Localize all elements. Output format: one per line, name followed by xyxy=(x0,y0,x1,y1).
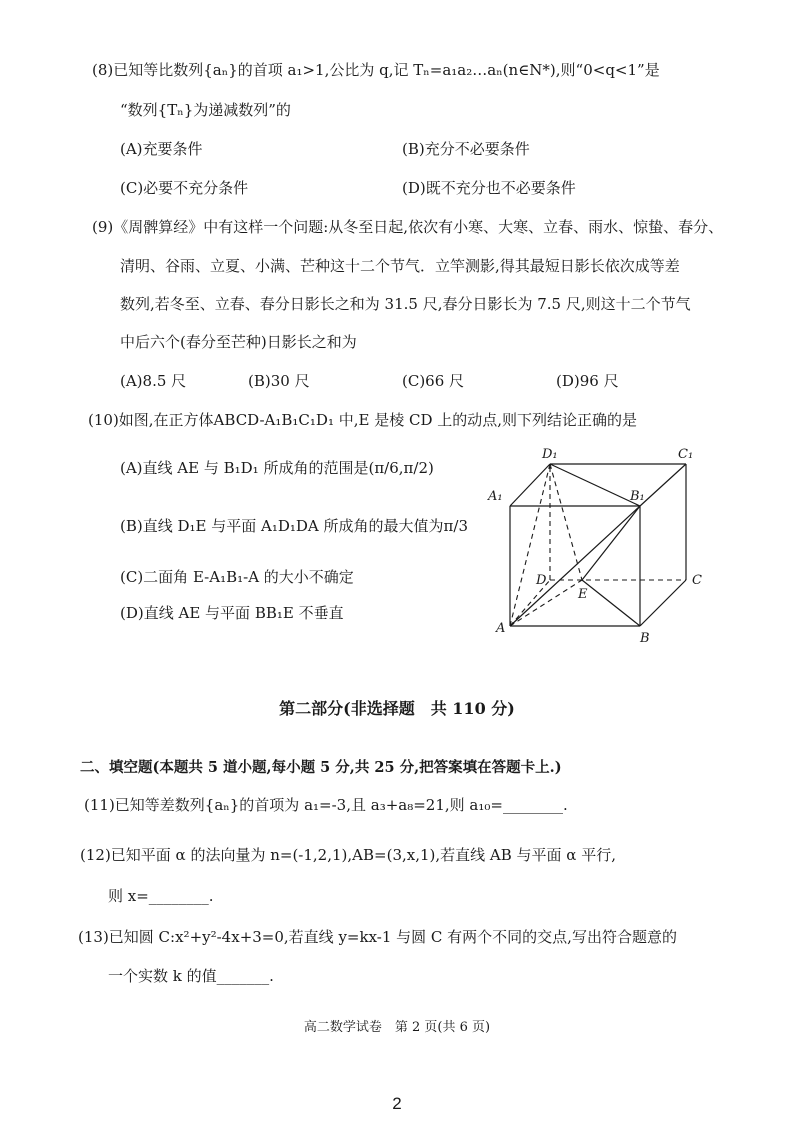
label-c1: C₁ xyxy=(678,447,694,462)
q12-line2: 则 x=________. xyxy=(108,887,214,905)
label-e: E xyxy=(578,587,588,602)
q10-option-d: (D)直线 AE 与平面 BB₁E 不垂直 xyxy=(120,604,344,622)
line-b1e xyxy=(582,506,640,580)
line-d1b1 xyxy=(550,464,640,506)
q10-option-a: (A)直线 AE 与 B₁D₁ 所成角的范围是(π/6,π/2) xyxy=(120,459,434,477)
q8-option-d: (D)既不充分也不必要条件 xyxy=(402,179,576,197)
edge-a1d1 xyxy=(510,464,550,506)
page-number: 2 xyxy=(392,1094,402,1113)
label-b: B xyxy=(640,631,650,646)
q9-line2: 清明、谷雨、立夏、小满、芒种这十二个节气．立竿测影,得其最短日影长依次成等差 xyxy=(120,257,680,275)
line-d1e-hidden xyxy=(550,464,582,580)
q9-option-b: (B)30 尺 xyxy=(248,372,310,390)
q8-line1: (8)已知等比数列{aₙ}的首项 a₁>1,公比为 q,记 Tₙ=a₁a₂…aₙ(n∈N*),则“0<q<1”是 xyxy=(92,61,660,79)
cube-figure xyxy=(480,440,710,650)
q8-option-b: (B)充分不必要条件 xyxy=(402,140,530,158)
label-c: C xyxy=(692,573,702,588)
section2-heading: 二、填空题(本题共 5 道小题,每小题 5 分,共 25 分,把答案填在答题卡上.) xyxy=(80,759,562,776)
page-footer: 高二数学试卷 第 2 页(共 6 页) xyxy=(303,1020,491,1035)
line-eb xyxy=(582,580,640,626)
label-a: A xyxy=(496,621,506,636)
label-a1: A₁ xyxy=(488,489,503,504)
q8-option-c: (C)必要不充分条件 xyxy=(120,179,249,197)
q9-option-a: (A)8.5 尺 xyxy=(120,372,187,390)
edge-bc xyxy=(640,580,686,626)
q10-stem: (10)如图,在正方体ABCD-A₁B₁C₁D₁ 中,E 是棱 CD 上的动点,则下列结论正确的是 xyxy=(88,411,638,429)
q13-line1: (13)已知圆 C:x²+y²-4x+3=0,若直线 y=kx-1 与圆 C 有两个不同的交点,写出符合题意的 xyxy=(78,928,677,946)
label-b1: B₁ xyxy=(630,489,645,504)
q9-line3: 数列,若冬至、立春、春分日影长之和为 31.5 尺,春分日影长为 7.5 尺,则这十二个节气 xyxy=(120,295,691,313)
q9-option-c: (C)66 尺 xyxy=(402,372,465,390)
q9-option-d: (D)96 尺 xyxy=(556,372,619,390)
q12-line1: (12)已知平面 α 的法向量为 n=(-1,2,1),AB=(3,x,1),若直线 AB 与平面 α 平行, xyxy=(80,846,616,864)
q8-option-a: (A)充要条件 xyxy=(120,140,203,158)
section2-title: 第二部分(非选择题 共 110 分) xyxy=(279,699,515,718)
q11-line: (11)已知等差数列{aₙ}的首项为 a₁=-3,且 a₃+a₈=21,则 a₁₀=________. xyxy=(84,796,568,814)
q9-line4: 中后六个(春分至芒种)日影长之和为 xyxy=(120,333,357,351)
q8-line2: “数列{Tₙ}为递减数列”的 xyxy=(120,101,291,119)
q9-line1: (9)《周髀算经》中有这样一个问题:从冬至日起,依次有小寒、大寒、立春、雨水、惊蛰、春分、 xyxy=(92,218,724,236)
q10-option-b: (B)直线 D₁E 与平面 A₁D₁DA 所成角的最大值为π/3 xyxy=(120,517,468,535)
line-d1a-hidden xyxy=(510,464,550,626)
edge-b1c1 xyxy=(640,464,686,506)
label-d1: D₁ xyxy=(542,447,558,462)
q13-line2: 一个实数 k 的值_______. xyxy=(108,967,274,985)
q10-option-c: (C)二面角 E-A₁B₁-A 的大小不确定 xyxy=(120,568,354,586)
label-d: D xyxy=(536,573,547,588)
line-ab1 xyxy=(510,506,640,626)
